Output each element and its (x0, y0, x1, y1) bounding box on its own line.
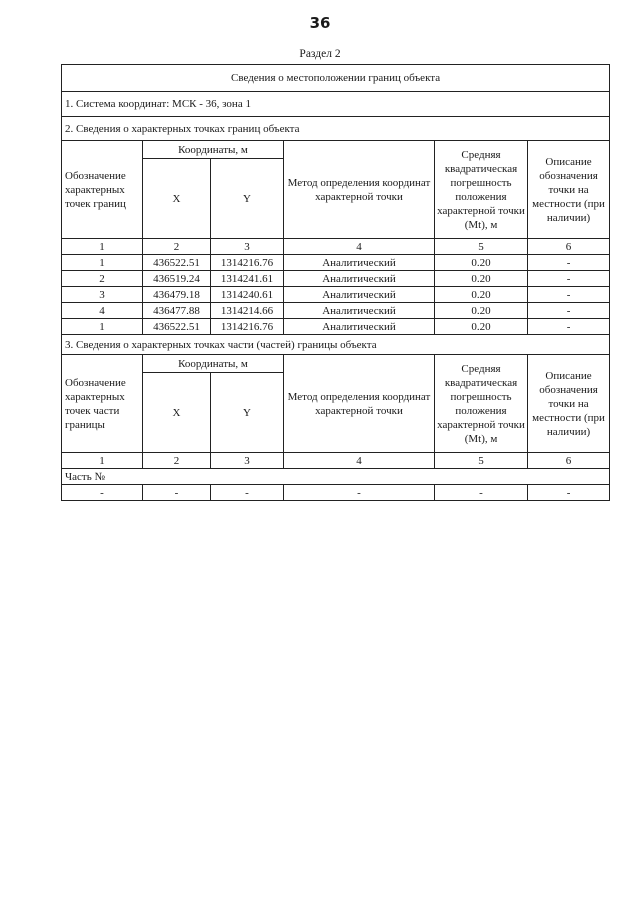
boundary-table (61, 64, 610, 501)
col-number: 3 (211, 239, 284, 255)
point-x: 436479.18 (143, 287, 211, 303)
col-desc-header: Описание обозначения точки на местности (при наличии) (528, 355, 610, 453)
col-coords-header: Координаты, м (143, 355, 284, 373)
point-method: Аналитический (284, 255, 435, 271)
point-desc: - (528, 303, 610, 319)
section3-heading: 3. Сведения о характерных точках части (частей) границы объекта (62, 335, 610, 355)
coord-system: 1. Система координат: МСК - 36, зона 1 (62, 92, 610, 117)
col-x-header: X (143, 373, 211, 453)
section-label: Раздел 2 (299, 48, 341, 60)
table-title: Сведения о местоположении границ объекта (62, 65, 610, 92)
col-number: 3 (211, 453, 284, 469)
col-number: 1 (62, 453, 143, 469)
part-label: Часть № (62, 469, 610, 485)
table-row (62, 485, 610, 501)
col-error-header: Средняя квадратическая погрешность положения характерной точки (Mt), м (435, 355, 528, 453)
point-x: 436477.88 (143, 303, 211, 319)
point-error: 0.20 (435, 319, 528, 335)
empty-cell: - (62, 485, 143, 501)
point-method: Аналитический (284, 271, 435, 287)
table-row (62, 303, 610, 319)
column-number-row (62, 239, 610, 255)
point-label: 2 (62, 271, 143, 287)
section2-heading: 2. Сведения о характерных точках границ объекта (62, 117, 610, 141)
point-x: 436522.51 (143, 319, 211, 335)
empty-cell: - (143, 485, 211, 501)
page-number: 36 (309, 14, 331, 32)
point-label: 3 (62, 287, 143, 303)
col-number: 6 (528, 239, 610, 255)
table-row (62, 319, 610, 335)
point-y: 1314216.76 (211, 255, 284, 271)
point-label: 1 (62, 255, 143, 271)
point-y: 1314216.76 (211, 319, 284, 335)
point-desc: - (528, 287, 610, 303)
col-number: 4 (284, 239, 435, 255)
point-desc: - (528, 271, 610, 287)
col-x-header: X (143, 159, 211, 239)
col-method-header: Метод определения координат характерной точки (284, 141, 435, 239)
col-number: 6 (528, 453, 610, 469)
table-row (62, 287, 610, 303)
point-label: 4 (62, 303, 143, 319)
point-method: Аналитический (284, 287, 435, 303)
point-y: 1314214.66 (211, 303, 284, 319)
point-x: 436519.24 (143, 271, 211, 287)
col-y-header: Y (211, 159, 284, 239)
col-number: 5 (435, 239, 528, 255)
point-error: 0.20 (435, 271, 528, 287)
col-part-label-header: Обозначение характерных точек части границы (62, 355, 143, 453)
col-point-label-header: Обозначение характерных точек границ (62, 141, 143, 239)
point-y: 1314240.61 (211, 287, 284, 303)
empty-cell: - (284, 485, 435, 501)
point-method: Аналитический (284, 319, 435, 335)
col-coords-header: Координаты, м (143, 141, 284, 159)
table-row (62, 255, 610, 271)
empty-cell: - (528, 485, 610, 501)
table-row (62, 271, 610, 287)
point-desc: - (528, 319, 610, 335)
col-number: 4 (284, 453, 435, 469)
empty-cell: - (211, 485, 284, 501)
column-number-row (62, 453, 610, 469)
col-method-header: Метод определения координат характерной точки (284, 355, 435, 453)
col-error-header: Средняя квадратическая погрешность положения характерной точки (Mt), м (435, 141, 528, 239)
point-desc: - (528, 255, 610, 271)
point-y: 1314241.61 (211, 271, 284, 287)
point-error: 0.20 (435, 287, 528, 303)
col-y-header: Y (211, 373, 284, 453)
col-number: 5 (435, 453, 528, 469)
point-error: 0.20 (435, 303, 528, 319)
point-label: 1 (62, 319, 143, 335)
col-number: 1 (62, 239, 143, 255)
col-number: 2 (143, 239, 211, 255)
point-error: 0.20 (435, 255, 528, 271)
col-desc-header: Описание обозначения точки на местности (при наличии) (528, 141, 610, 239)
point-x: 436522.51 (143, 255, 211, 271)
empty-cell: - (435, 485, 528, 501)
point-method: Аналитический (284, 303, 435, 319)
col-number: 2 (143, 453, 211, 469)
